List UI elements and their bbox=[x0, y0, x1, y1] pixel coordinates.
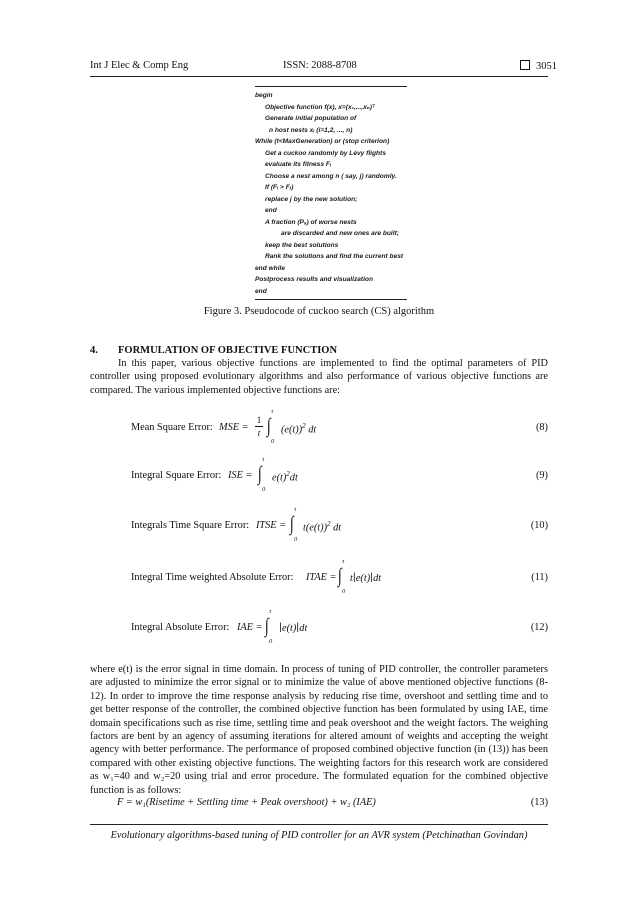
equation-number: (9) bbox=[535, 470, 548, 481]
pseudocode-line: Rank the solutions and find the current best bbox=[265, 253, 404, 260]
pseudocode-line: A fraction (Pₐ) of worse nests bbox=[265, 218, 357, 226]
integral-sign: ∫ bbox=[266, 415, 271, 437]
integral-lower-limit: 0 bbox=[271, 438, 275, 445]
intro-text: In this paper, various objective functions are implemented to find the optimal parameters of PID controller using proposed evolutionary algorithms and also performance of various objective functions are compared. The various implemented objective functions are: bbox=[90, 358, 548, 396]
section-number: 4. bbox=[90, 345, 98, 356]
integral-upper-limit: τ bbox=[271, 408, 274, 415]
pseudocode-line: replace j by the new solution; bbox=[265, 195, 358, 203]
equation-integrand: $e(t)^2dt$ bbox=[272, 470, 298, 484]
fraction-numerator: 1 bbox=[256, 415, 262, 425]
pseudocode-line: Objective function f(x), x=(x₁,...,xₙ)ᵀ bbox=[265, 103, 375, 111]
equation-itae bbox=[131, 558, 548, 596]
equation-integrand: $t(e(t))^2$ dt bbox=[303, 520, 342, 534]
integral-upper-limit: τ bbox=[269, 608, 272, 615]
pseudocode-line: While (t<MaxGeneration) or (stop criterion) bbox=[255, 138, 390, 145]
integral-sign: ∫ bbox=[257, 463, 262, 485]
figure-bottom-rule bbox=[255, 299, 407, 300]
pseudocode-lines bbox=[255, 90, 407, 297]
equation-integrand: t∣e(t)∣dt bbox=[350, 573, 382, 584]
equation-mse bbox=[131, 408, 548, 448]
intro-paragraph bbox=[90, 357, 548, 397]
equation-number: (13) bbox=[530, 797, 548, 808]
equation-label: Integral Absolute Error: bbox=[131, 622, 230, 633]
section-title: FORMULATION OF OBJECTIVE FUNCTION bbox=[118, 345, 338, 356]
figure-caption: Figure 3. Pseudocode of cuckoo search (CS) algorithm bbox=[203, 306, 435, 317]
combined-equation: F = w₁(Risetime + Settling time + Peak overshoot) + w₂ (IAE) bbox=[117, 797, 376, 808]
equation-label: Integrals Time Square Error: bbox=[131, 520, 250, 531]
integral-sign: ∫ bbox=[264, 615, 269, 637]
integral-sign: ∫ bbox=[289, 513, 294, 535]
body-paragraph bbox=[90, 663, 548, 797]
integral-upper-limit: τ bbox=[294, 506, 297, 513]
equation-number: (11) bbox=[531, 572, 548, 583]
journal-name: Int J Elec & Comp Eng bbox=[90, 60, 189, 71]
equation-combined bbox=[117, 797, 548, 813]
fraction-bar bbox=[255, 426, 263, 427]
integral-lower-limit: 0 bbox=[269, 638, 273, 645]
issn: ISSN: 2088-8708 bbox=[283, 60, 357, 71]
equation-lhs: MSE = bbox=[219, 422, 249, 433]
pseudocode-line: Postprocess results and visualization bbox=[255, 276, 373, 283]
integral-lower-limit: 0 bbox=[262, 486, 266, 493]
equation-number: (8) bbox=[535, 422, 548, 433]
pseudocode-line: Get a cuckoo randomly by Lévy flights bbox=[265, 149, 386, 157]
pseudocode-figure bbox=[255, 86, 407, 300]
equation-label: Integral Time weighted Absolute Error: bbox=[131, 572, 294, 583]
checkbox-icon bbox=[520, 60, 530, 70]
header-rule bbox=[90, 76, 548, 77]
equation-number: (10) bbox=[530, 520, 548, 531]
fraction bbox=[255, 415, 263, 438]
pseudocode-line: are discarded and new ones are built; bbox=[281, 230, 399, 237]
pseudocode-line: Choose a nest among n ( say, j) randomly. bbox=[265, 172, 397, 180]
equation-itse bbox=[131, 506, 548, 544]
figure-top-rule bbox=[255, 86, 407, 87]
equation-number: (12) bbox=[530, 622, 548, 633]
equation-lhs: ITAE = bbox=[306, 572, 337, 583]
equation-lhs: ISE = bbox=[228, 470, 253, 481]
equation-lhs: IAE = bbox=[237, 622, 263, 633]
equation-iae bbox=[131, 608, 548, 646]
pseudocode-line: end bbox=[255, 287, 267, 295]
integral-sign: ∫ bbox=[337, 565, 342, 587]
integral-upper-limit: τ bbox=[262, 456, 265, 463]
equation-integrand: $(e(t))^2$ dt bbox=[281, 422, 317, 436]
pseudocode-line: evaluate its fitness Fᵢ bbox=[265, 161, 331, 168]
fraction-denominator: t bbox=[257, 428, 261, 438]
equation-label: Integral Square Error: bbox=[131, 470, 222, 481]
pseudocode-line: Generate initial population of bbox=[265, 115, 357, 122]
integral-lower-limit: 0 bbox=[294, 536, 298, 543]
pseudocode-line: If (Fᵢ > Fⱼ) bbox=[265, 184, 294, 191]
pseudocode-line: begin bbox=[255, 92, 273, 99]
pseudocode-line: end bbox=[265, 207, 277, 214]
equation-ise bbox=[131, 456, 548, 494]
page-number-box bbox=[520, 60, 557, 72]
integral-upper-limit: τ bbox=[342, 558, 345, 565]
pseudocode-line: end while bbox=[255, 264, 286, 272]
footer-rule bbox=[90, 824, 548, 825]
page-number: 3051 bbox=[536, 61, 557, 72]
body-text: where e(t) is the error signal in time domain. In process of tuning of PID controller, the controller parameters are adjusted to minimize the error signal or to minimize the value of above mentioned objective functions (8-12). In order to improve the time response analysis by reducing rise time, overshoot and settling time and to get better response of the controller, the combined objective function has been formulated by using IAE, time domain specifications such as rise time, settling time and peak overshoot and the weight factors. The weighing factors are bent by an agency of assuming iterations for altered amount of weights and accepting the weight agency with better performance. The performance of proposed combined objective function (in (13)) has been compared with other existing objective functions. The weighting factors for this research work are considered as w₁=40 and w₂=20 using trial and error procedure. The formulated equation for the combined objective function is as follows: bbox=[90, 664, 548, 796]
integral-lower-limit: 0 bbox=[342, 588, 346, 595]
pseudocode-line: keep the best solutions bbox=[265, 241, 339, 249]
equation-label: Mean Square Error: bbox=[131, 422, 213, 433]
running-footer: Evolutionary algorithms-based tuning of PID controller for an AVR system (Petchinathan Govindan) bbox=[110, 830, 528, 841]
equation-lhs: ITSE = bbox=[256, 520, 287, 531]
section-heading bbox=[90, 345, 337, 356]
equation-integrand: ∣e(t)∣dt bbox=[279, 623, 308, 634]
pseudocode-line: n host nests xᵢ (i=1,2, ..., n) bbox=[269, 126, 353, 134]
